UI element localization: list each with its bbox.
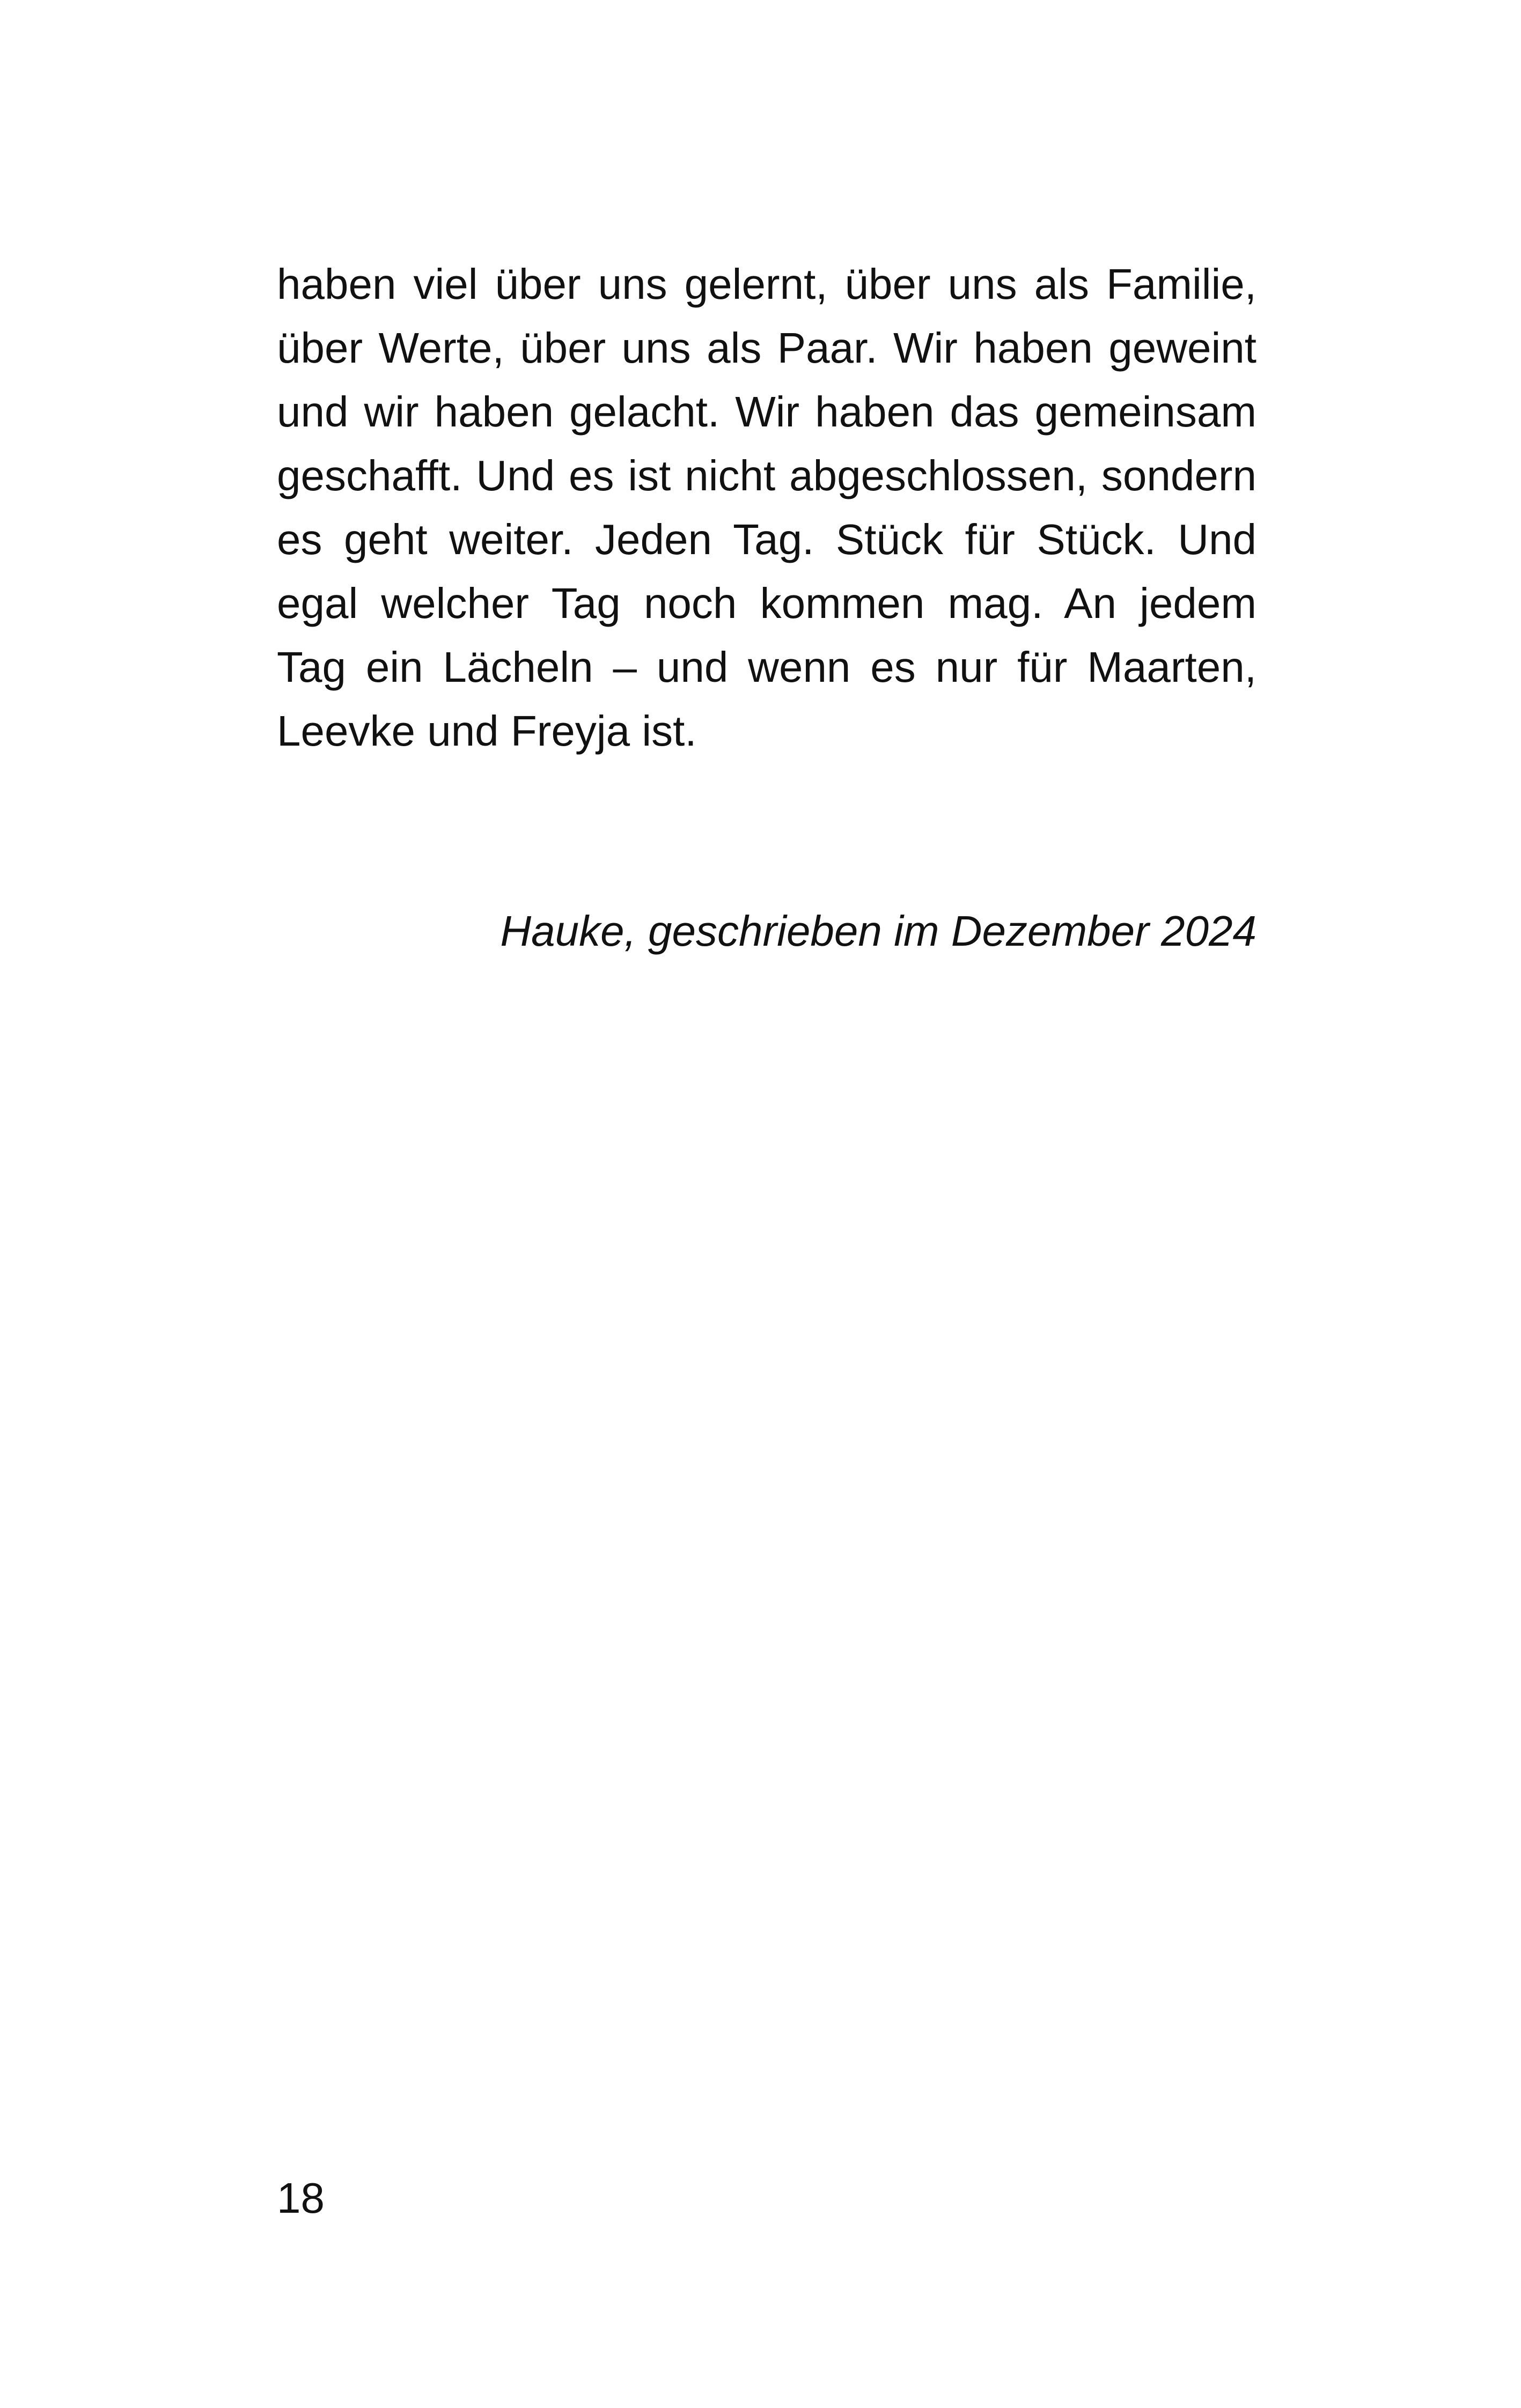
paragraph-line: es geht weiter. Jeden Tag. Stück für Stück. Und [277,516,1257,563]
page-number: 18 [277,2174,325,2222]
paragraph-line: und wir haben gelacht. Wir haben das gemeinsam [277,388,1257,436]
paragraph-line: haben viel über uns gelernt, über uns als Familie, [277,260,1257,308]
paragraph-line: Leevke und Freyja ist. [277,707,697,755]
author-signature: Hauke, geschrieben im Dezember 2024 [500,907,1257,955]
paragraph-line: über Werte, über uns als Paar. Wir haben geweint [277,324,1257,372]
body-paragraph [277,252,1257,763]
paragraph-line: egal welcher Tag noch kommen mag. An jedem [277,579,1257,627]
paragraph-line: geschafft. Und es ist nicht abgeschlossen, sondern [277,452,1257,499]
paragraph-line: Tag ein Lächeln – und wenn es nur für Maarten, [277,643,1257,691]
